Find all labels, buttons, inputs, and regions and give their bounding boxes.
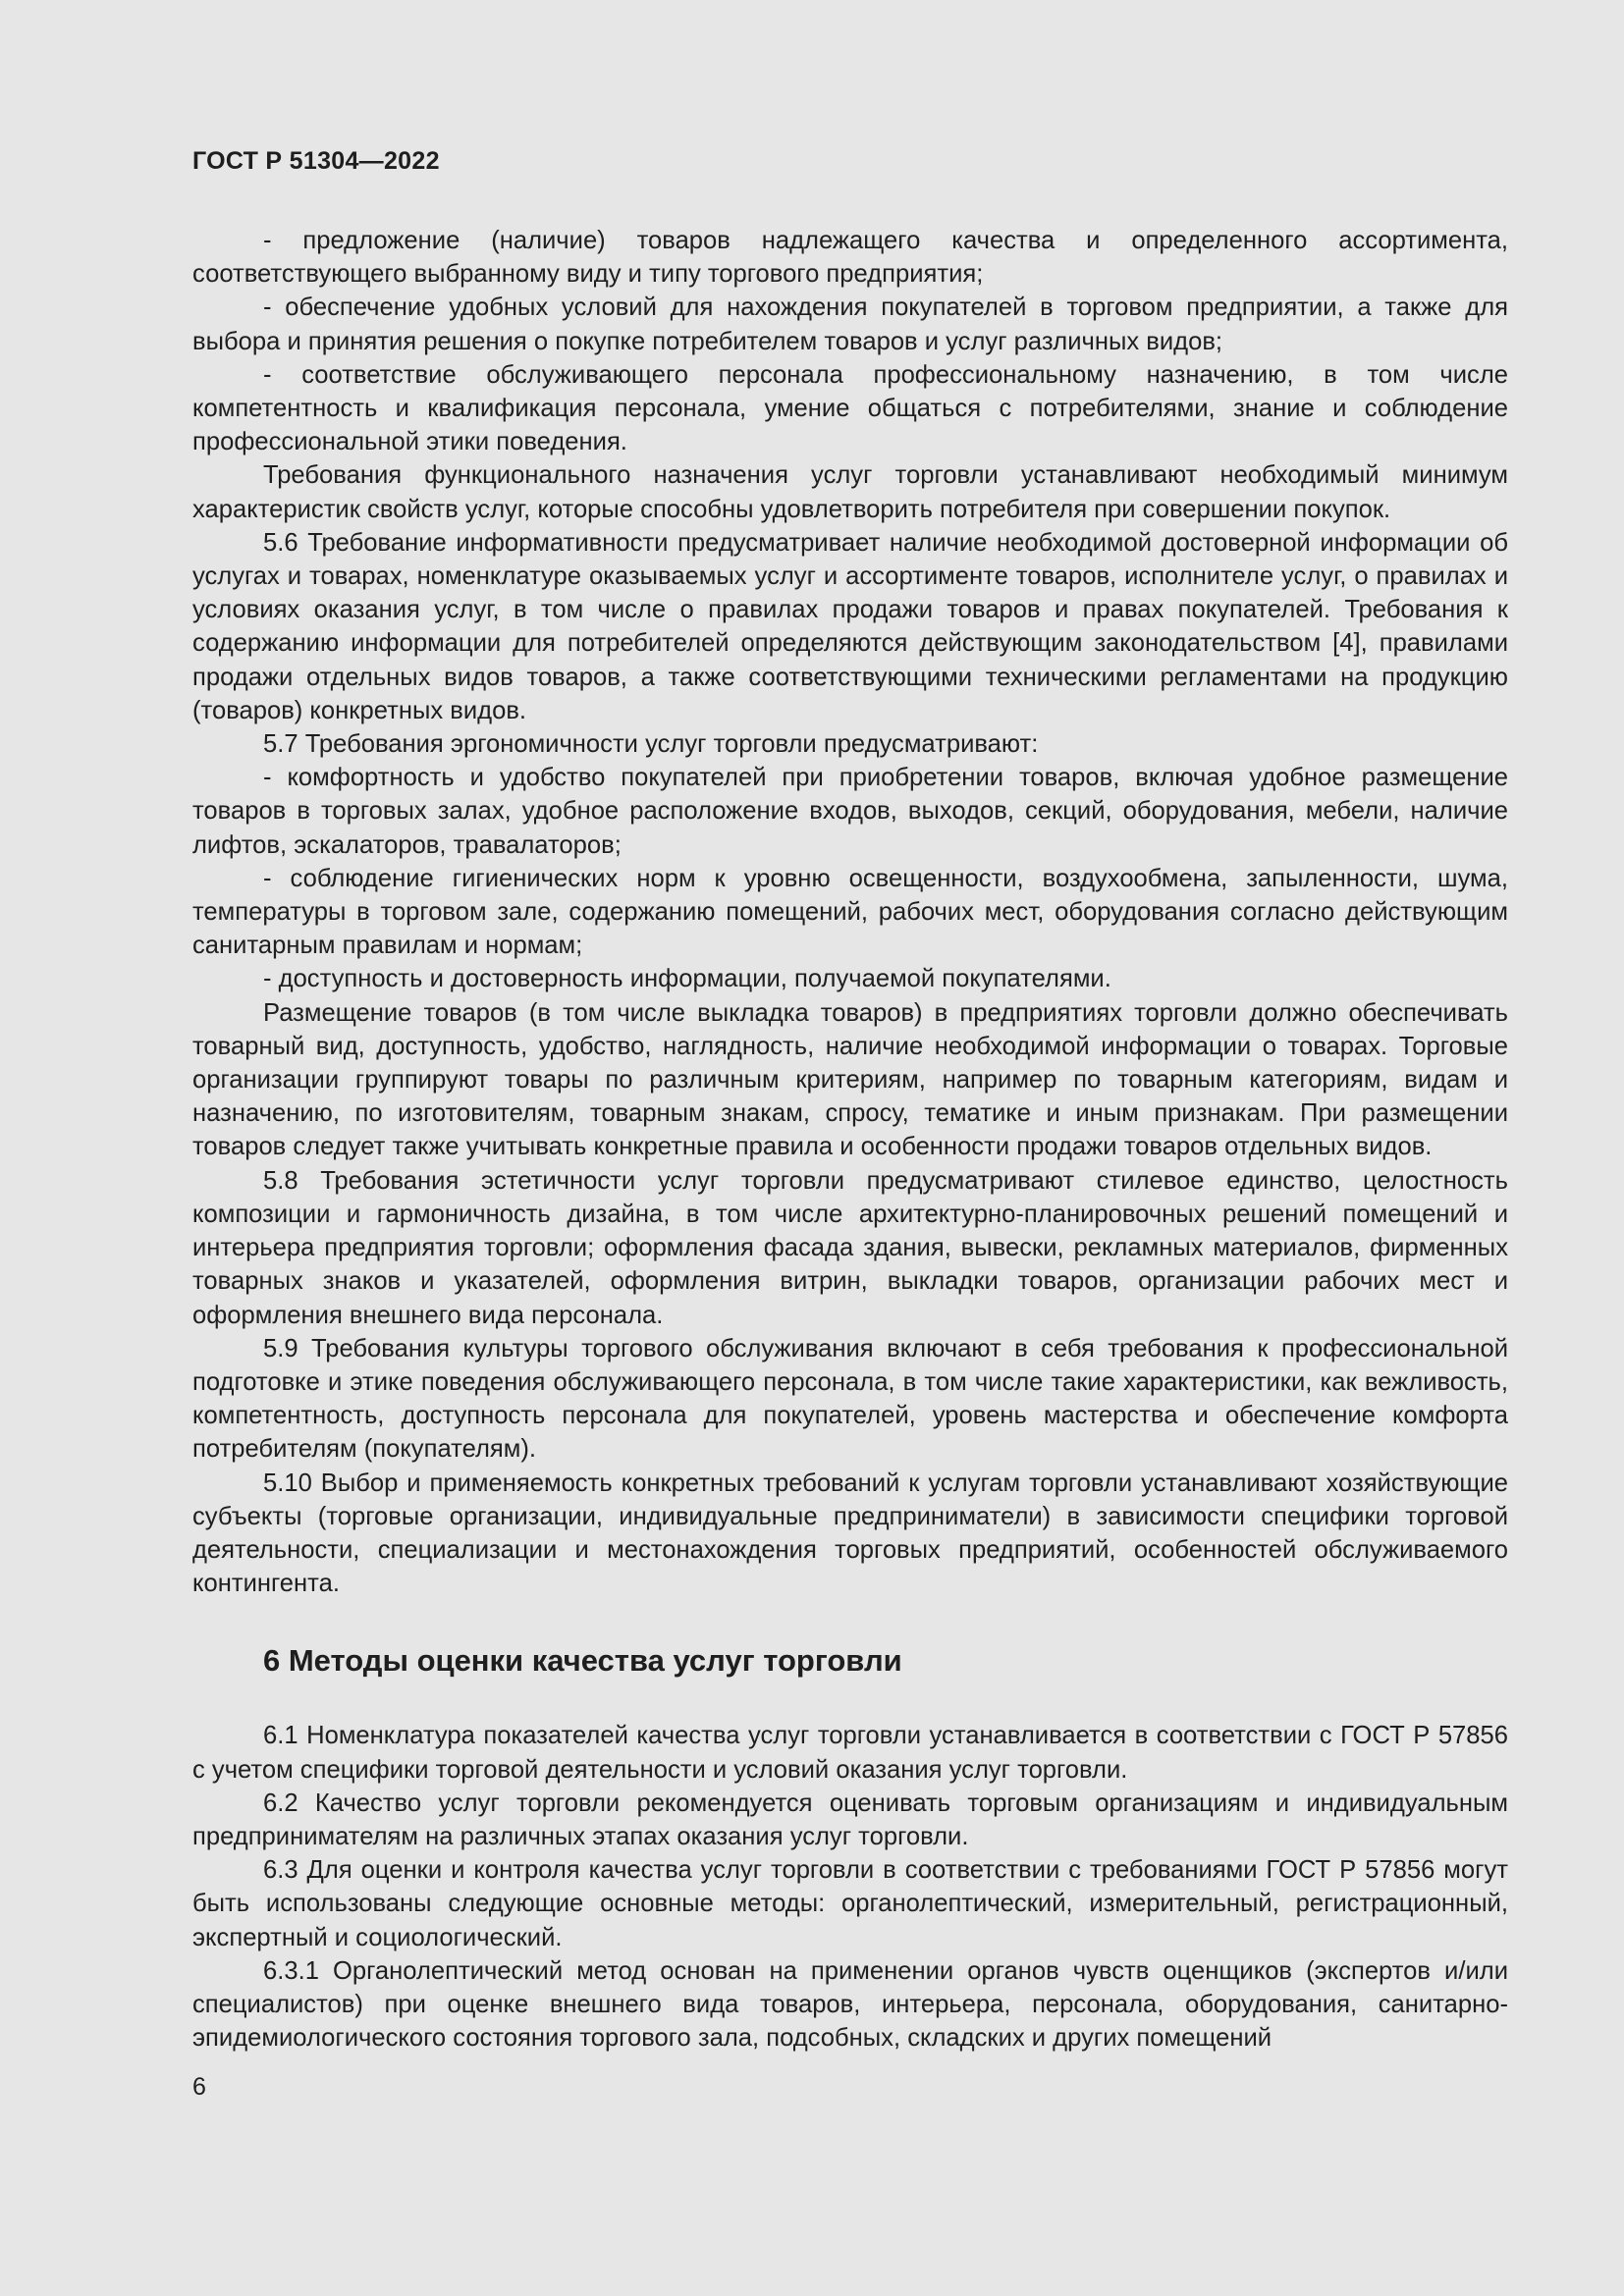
clause-5-9: 5.9 Требования культуры торгового обслуживания включают в себя требования к профессиональной подготовке и этике поведения обслуживающего персонала, в том числе такие характеристики, как вежливость, компетентность, доступность персонала для покупателей, уровень мастерства и обеспечение комфорта потребителям (покупателям). [192, 1334, 1508, 1464]
clause-6-3-1: 6.3.1 Органолептический метод основан на применении органов чувств оценщиков (экспертов и/или специалистов) при оценке внешнего вида товаров, интерьера, персонала, оборудования, санитарно-эпидемиологического состояния торгового зала, подсобных, складских и других помещений [192, 1956, 1508, 2053]
clause-5-10: 5.10 Выбор и применяемость конкретных требований к услугам торговли устанавливают хозяйствующие субъекты (торговые организации, индивидуальные предприниматели) в зависимости специфики торговой деятельности, специализации и местонахождения торговых предприятий, особенностей обслуживаемого контингента. [192, 1468, 1508, 1598]
section-title: 6 Методы оценки качества услуг торговли [263, 1643, 902, 1679]
bullet-staff: - соответствие обслуживающего персонала профессиональному назначению, в том числе компетентность и квалификация персонала, умение общаться с потребителями, знание и соблюдение профессиональной этики поведения. [192, 360, 1508, 456]
bullet-comfort: - комфортность и удобство покупателей при приобретении товаров, включая удобное размещение товаров в торговых залах, удобное расположение входов, выходов, секций, оборудования, мебели, наличие лифтов, эскалаторов, травалаторов; [192, 764, 1508, 859]
bullet-information: - доступность и достоверность информации, получаемой покупателями. [263, 965, 1111, 993]
clause-5-8: 5.8 Требования эстетичности услуг торговли предусматривают стилевое единство, целостность композиции и гармоничность дизайна, в том числе архитектурно-планировочных решений помещений и интерьера предприятия торговли; оформления фасада здания, вывески, рекламных материалов, фирменных товарных знаков и указателей, оформления витрин, выкладки товаров, организации рабочих мест и оформления внешнего вида персонала. [192, 1166, 1508, 1329]
clause-5-7: 5.7 Требования эргономичности услуг торговли предусматривают: [263, 730, 1039, 759]
page-number: 6 [192, 2073, 206, 2101]
clause-6-1: 6.1 Номенклатура показателей качества услуг торговли устанавливается в соответствии с ГОСТ Р 57856 с учетом специфики торговой деятельности и условий оказания услуг торговли. [192, 1722, 1508, 1784]
paragraph-goods-placement: Размещение товаров (в том числе выкладка товаров) в предприятиях торговли должно обеспечивать товарный вид, доступность, удобство, наглядность, наличие необходимой информации о товарах. Торговые организации группируют товары по различным критериям, например по товарным категориям, видам и назначению, по изготовителям, товарным знакам, спросу, тематике и иным признакам. При размещении товаров следует также учитывать конкретные правила и особенности продажи товаров отдельных видов. [192, 998, 1508, 1161]
bullet-convenience: - обеспечение удобных условий для нахождения покупателей в торговом предприятии, а также для выбора и принятия решения о покупке потребителем товаров и услуг различных видов; [192, 294, 1508, 355]
document-header: ГОСТ Р 51304—2022 [192, 147, 440, 175]
clause-6-3: 6.3 Для оценки и контроля качества услуг торговли в соответствии с требованиями ГОСТ Р 57856 могут быть использованы следующие основные методы: органолептический, измерительный, регистрационный, экспертный и социологический. [192, 1856, 1508, 1951]
document-body [192, 224, 1508, 2055]
bullet-hygiene: - соблюдение гигиенических норм к уровню освещенности, воздухообмена, запыленности, шума, температуры в торговом зале, содержанию помещений, рабочих мест, оборудования согласно действующим санитарным правилам и нормам; [192, 864, 1508, 960]
clause-5-6: 5.6 Требование информативности предусматривает наличие необходимой достоверной информации об услугах и товарах, номенклатуре оказываемых услуг и ассортименте товаров, исполнителе услуг, о правилах и условиях оказания услуг, в том числе о правилах продажи товаров и правах покупателей. Требования к содержанию информации для потребителей определяются действующим законодательством [4], правилами продажи отдельных видов товаров, а также соответствующими техническими регламентами на продукцию (товаров) конкретных видов. [192, 528, 1508, 724]
bullet-assortment: - предложение (наличие) товаров надлежащего качества и определенного ассортимента, соответствующего выбранному виду и типу торгового предприятия; [192, 227, 1508, 289]
paragraph-functional-requirements: Требования функционального назначения услуг торговли устанавливают необходимый минимум характеристик свойств услуг, которые способны удовлетворить потребителя при совершении покупок. [192, 461, 1508, 523]
clause-6-2: 6.2 Качество услуг торговли рекомендуется оценивать торговым организациям и индивидуальным предпринимателям на различных этапах оказания услуг торговли. [192, 1789, 1508, 1850]
